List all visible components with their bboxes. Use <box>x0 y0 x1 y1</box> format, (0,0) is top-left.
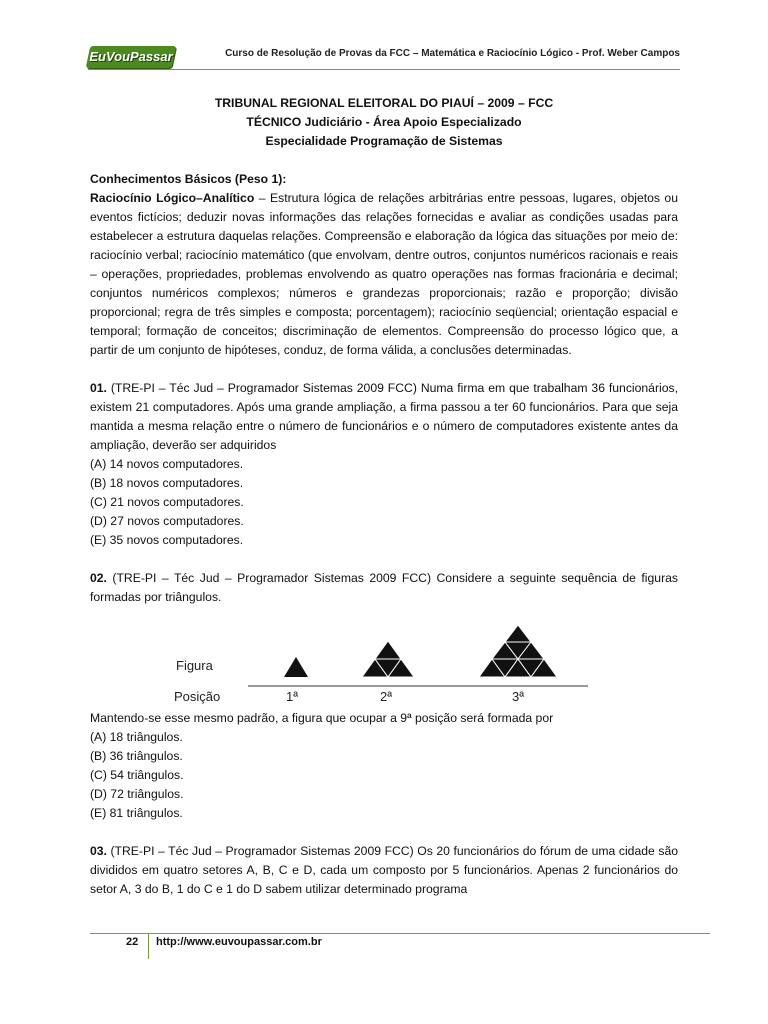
triangle-figure-svg <box>90 611 678 709</box>
title-line-1: TRIBUNAL REGIONAL ELEITORAL DO PIAUÍ – 2009 – FCC <box>214 96 554 110</box>
footer-url-link[interactable]: http://www.euvoupassar.com.br <box>156 936 322 948</box>
page-footer <box>90 930 710 960</box>
q2-option-c: (C) 54 triângulos. <box>90 768 184 782</box>
question-1-number: 01. <box>90 381 107 395</box>
footer-vertical-divider <box>148 933 149 959</box>
question-3-text: (TRE-PI – Téc Jud – Programador Sistemas 2009 FCC) Os 20 funcionários do fórum de uma cidade são divididos em quatro setores A, B, C e D, cada um composto por 5 funcionários. Apenas 2 funcionários do setor A, 3 do B, 1 do C e 1 do D sabem utilizar determinado programa <box>90 844 678 896</box>
q1-option-b: (B) 18 novos computadores. <box>90 476 244 490</box>
q2-option-e: (E) 81 triângulos. <box>90 806 183 820</box>
question-1-text: (TRE-PI – Téc Jud – Programador Sistemas 2009 FCC) Numa firma em que trabalham 36 funcionários, existem 21 computadores. Após uma grande ampliação, a firma passou a ter 60 funcionários. Para que seja mantida a mesma relação entre o número de funcionários e o número de computadores existente antes da ampliação, deverão ser adquiridos <box>90 381 678 452</box>
question-2-number: 02. <box>90 571 107 585</box>
title-line-2: TÉCNICO Judiciário - Área Apoio Especializado <box>246 115 522 129</box>
position-1-label: 1ª <box>286 689 299 704</box>
triangle-sequence-figure <box>90 611 678 709</box>
syllabus-paragraph <box>90 189 678 360</box>
footer-divider <box>90 933 710 934</box>
header-course-title: Curso de Resolução de Provas da FCC – Matemática e Raciocínio Lógico - Prof. Weber Campos <box>225 48 680 59</box>
document-body <box>90 94 678 899</box>
syllabus-subject: Raciocínio Lógico–Analítico <box>90 191 255 205</box>
position-2-triangles <box>362 641 414 677</box>
question-3-number: 03. <box>90 844 107 858</box>
position-3-triangles <box>479 625 557 677</box>
position-3-label: 3ª <box>512 689 525 704</box>
position-1-triangle <box>284 657 308 677</box>
q1-option-a: (A) 14 novos computadores. <box>90 457 244 471</box>
page-header <box>88 40 680 70</box>
question-1 <box>90 379 678 455</box>
q2-option-d: (D) 72 triângulos. <box>90 787 184 801</box>
q2-option-b: (B) 36 triângulos. <box>90 749 183 763</box>
title-line-3: Especialidade Programação de Sistemas <box>265 134 503 148</box>
syllabus-text: – Estrutura lógica de relações arbitrárias entre pessoas, lugares, objetos ou eventos fictícios; deduzir novas informações das relações fornecidas e avaliar as condições usadas para estabelecer a estrutura daquelas relações. Compreensão e elaboração da lógica das situações por meio de: raciocínio verbal; raciocínio matemático (que envolvam, dentre outros, conjuntos numéricos racionais e reais – operações, propriedades, problemas envolvendo as quatro operações nas formas fracionária e decimal; conjuntos numéricos complexos; números e grandezas proporcionais; razão e proporção; divisão proporcional; regra de três simples e composta; porcentagem); raciocínio seqüencial; orientação espacial e temporal; formação de conceitos; discriminação de elementos. Compreensão do processo lógico que, a partir de um conjunto de hipóteses, conduz, de forma válida, a conclusões determinadas. <box>90 191 678 357</box>
question-2 <box>90 569 678 607</box>
logo-text: EuVouPassar <box>89 49 173 64</box>
page-number: 22 <box>126 936 139 948</box>
q1-option-c: (C) 21 novos computadores. <box>90 495 244 509</box>
q1-option-d: (D) 27 novos computadores. <box>90 514 244 528</box>
q2-option-a: (A) 18 triângulos. <box>90 730 183 744</box>
q1-option-e: (E) 35 novos computadores. <box>90 533 244 547</box>
position-row-label: Posição <box>174 689 221 704</box>
section-heading: Conhecimentos Básicos (Peso 1): <box>90 172 287 186</box>
euvoupassar-logo <box>86 46 177 68</box>
figure-row-label: Figura <box>176 658 213 673</box>
position-2-label: 2ª <box>380 689 393 704</box>
question-2-text: (TRE-PI – Téc Jud – Programador Sistemas 2009 FCC) Considere a seguinte sequência de figuras formadas por triângulos. <box>90 571 678 604</box>
question-3 <box>90 842 678 899</box>
exam-title <box>90 94 678 151</box>
question-2-followup: Mantendo-se esse mesmo padrão, a figura que ocupar a 9ª posição será formada por <box>90 711 554 725</box>
header-divider <box>88 69 680 70</box>
